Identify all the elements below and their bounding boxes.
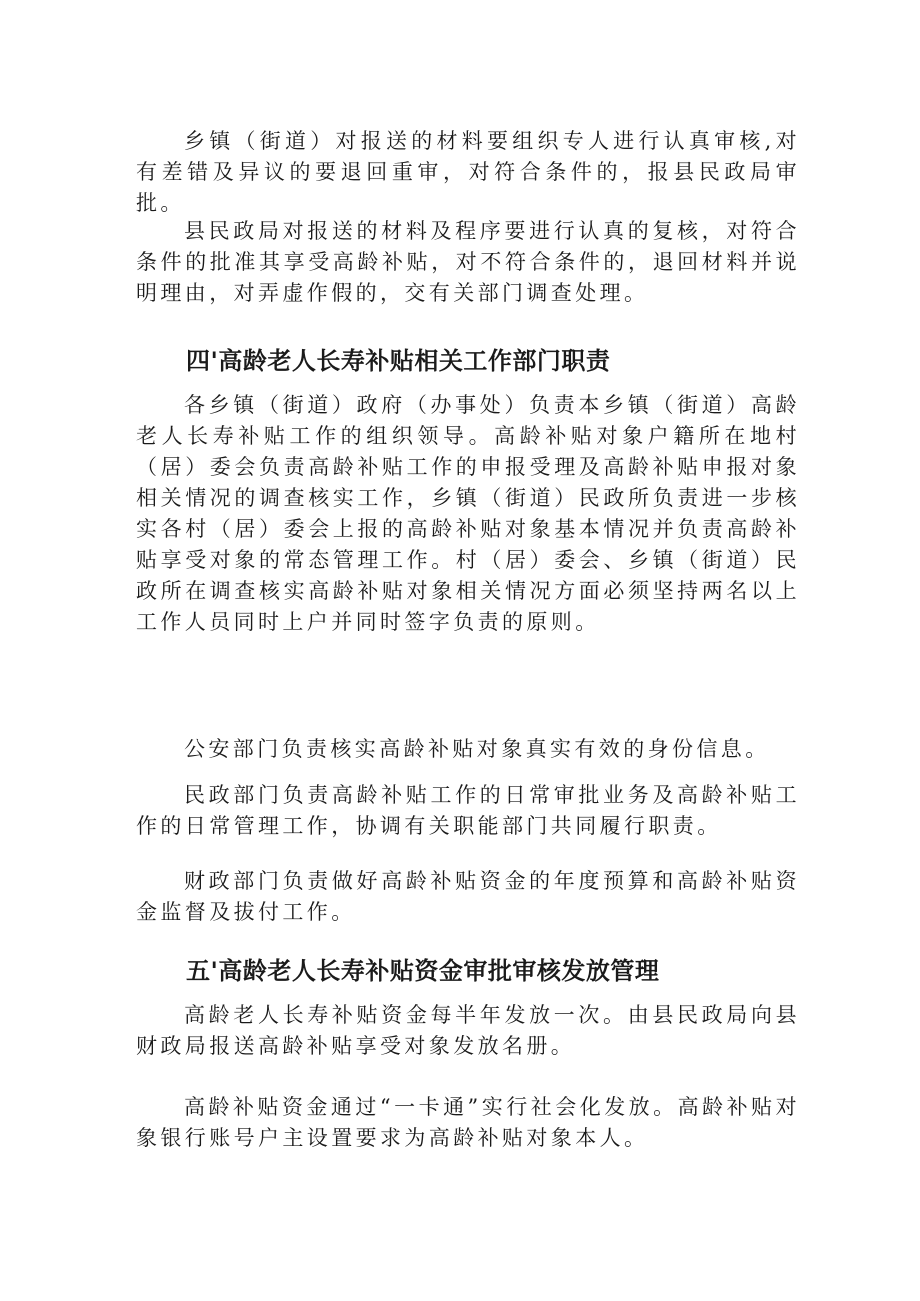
paragraph-one-card: 高龄补贴资金通过“一卡通”实行社会化发放。高龄补贴对象银行账号户主设置要求为高龄补贴对象本人。 (136, 1095, 800, 1150)
paragraph-civil-affairs-duties: 民政部门负责高龄补贴工作的日常审批业务及高龄补贴工作的日常管理工作，协调有关职能部门共同履行职责。 (136, 783, 800, 838)
paragraph-review-county: 县民政局对报送的材料及程序要进行认真的复核，对符合条件的批准其享受高龄补贴，对不符合条件的，退回材料并说明理由，对弄虚作假的，交有关部门调查处理。 (136, 219, 800, 305)
paragraph-police-duties: 公安部门负责核实高龄补贴对象真实有效的身份信息。 (184, 737, 770, 761)
paragraph-review-township: 乡镇（街道）对报送的材料要组织专人进行认真审核,对有差错及异议的要退回重审，对符合条件的，报县民政局审批。 (136, 129, 800, 215)
paragraph-payment-frequency: 高龄老人长寿补贴资金每半年发放一次。由县民政局向县财政局报送高龄补贴享受对象发放名册。 (136, 1003, 800, 1058)
paragraph-finance-duties: 财政部门负责做好高龄补贴资金的年度预算和高龄补贴资金监督及拔付工作。 (136, 869, 800, 924)
paragraph-township-duties: 各乡镇（街道）政府（办事处）负责本乡镇（街道）高龄老人长寿补贴工作的组织领导。高龄补贴对象户籍所在地村（居）委会负责高龄补贴工作的申报受理及高龄补贴申报对象相关情况的调查核实工作，乡镇（街道）民政所负责进一步核实各村（居）委会上报的高龄补贴对象基本情况并负责高龄补贴享受对象的常态管理工作。村（居）委会、乡镇（街道）民政所在调查核实高龄补贴对象相关情况方面必须坚持两名以上工作人员同时上户并同时签字负责的原则。 (136, 393, 800, 634)
section-heading-5: 五'高龄老人长寿补贴资金审批审核发放管理 (186, 957, 660, 985)
section-heading-4: 四'高龄老人长寿补贴相关工作部门职责 (186, 347, 611, 375)
